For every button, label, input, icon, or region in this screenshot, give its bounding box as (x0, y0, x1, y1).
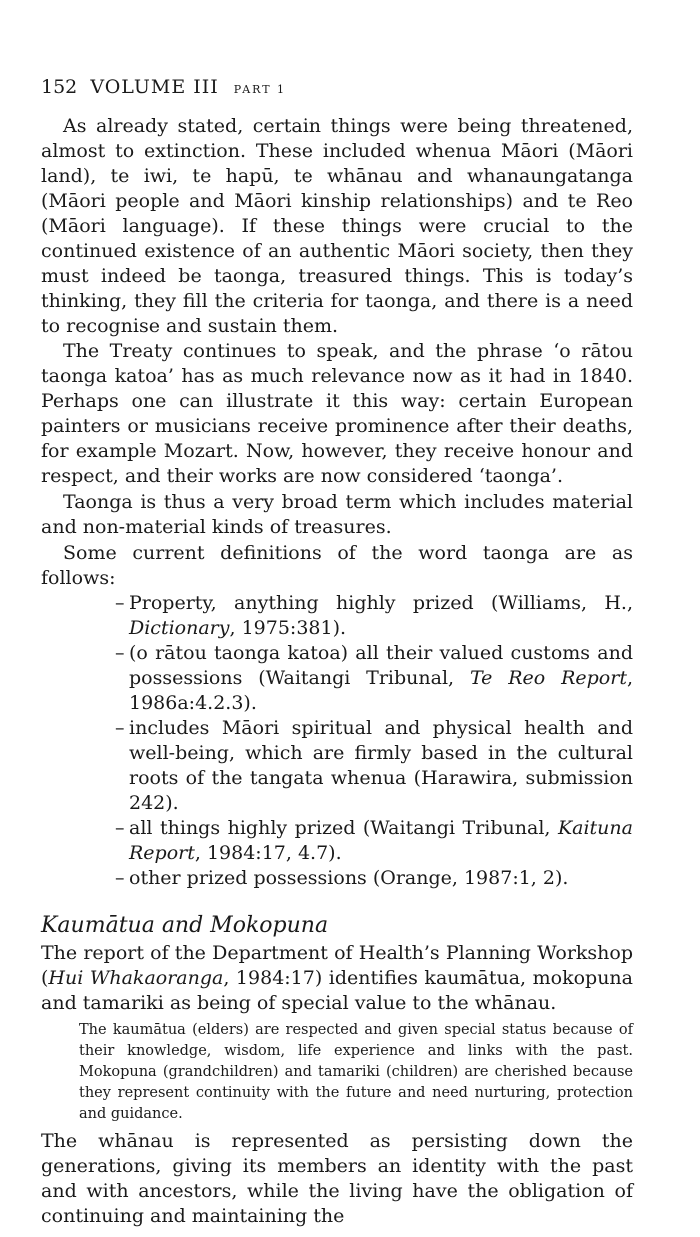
paragraph: The Treaty continues to speak, and the phrase ‘o rātou taonga katoa’ has as much relevance now as it had in 1840. Perhaps one can illustrate it this way: certain European painters or musicians receive prominence after their deaths, for example Mozart. Now, however, they receive honour and respect, and their works are now considered ‘taonga’. (41, 340, 633, 487)
definition-text: (o rātou taonga katoa) all their valued customs and possessions (Waitangi Tribunal, (129, 642, 633, 689)
section-heading: Kaumātua and Mokopuna (41, 913, 329, 938)
running-head (41, 76, 286, 98)
dash-marker: – (115, 592, 125, 614)
paragraph-text: The report of the Department of Health’s Planning Workshop ( (41, 942, 633, 989)
dash-marker: – (115, 867, 125, 889)
paragraph: As already stated, certain things were being threatened, almost to extinction. These included whenua Māori (Māori land), te iwi, te hapū, te whānau and whanaungatanga (Māori people and Māori kinship relationships) and te Reo (Māori language). If these things were crucial to the continued existence of an authentic Māori society, then they must indeed be taonga, treasured things. This is today’s thinking, they fill the criteria for taonga, and there is a need to recognise and sustain them. (41, 115, 633, 337)
paragraph: The whānau is represented as persisting down the generations, giving its members an identity with the past and with ancestors, while the living have the obligation of continuing and maintaining the (41, 1130, 633, 1227)
source-title: Hui Whakaoranga (48, 967, 224, 989)
list-item (115, 716, 633, 816)
source-title: Kaituna Report (129, 817, 633, 864)
definition-citation: , 1986a:4.2.3). (129, 667, 633, 714)
paragraph: Some current definitions of the word taonga are as follows: (41, 542, 633, 589)
volume-label: VOLUME III (90, 76, 219, 98)
list-item (115, 641, 633, 716)
definition-text: Property, anything highly prized (Williams, H., (129, 592, 633, 614)
page-number: 152 (41, 76, 78, 98)
list-item (115, 591, 633, 641)
list-item (115, 866, 633, 891)
definition-list (41, 591, 633, 891)
list-item (115, 816, 633, 866)
dash-marker: – (115, 717, 125, 739)
block-quote: The kaumātua (elders) are respected and given special status because of their knowledge, wisdom, life experience and links with the past. Mokopuna (grandchildren) and tamariki (children) are cherished because they represent continuity with the future and need nurturing, protection and guidance. (79, 1022, 633, 1122)
dash-marker: – (115, 642, 125, 664)
definition-text: all things highly prized (Waitangi Tribunal, (129, 817, 558, 839)
dash-marker: – (115, 817, 125, 839)
paragraph: Taonga is thus a very broad term which includes material and non-material kinds of treasures. (41, 491, 633, 538)
paragraph (41, 941, 633, 1016)
source-title: Dictionary (129, 617, 230, 639)
definition-text: other prized possessions (Orange, 1987:1, 2). (129, 867, 569, 889)
body-text (41, 114, 633, 1229)
part-label: PART 1 (233, 83, 287, 96)
definition-text: includes Māori spiritual and physical health and well-being, which are firmly based in the cultural roots of the tangata whenua (Harawira, submission 242). (129, 717, 633, 814)
paragraph-text: , 1984:17) identifies kaumātua, mokopuna and tamariki as being of special value to the whānau. (41, 967, 633, 1014)
definition-citation: , 1975:381). (229, 617, 347, 639)
definition-citation: , 1984:17, 4.7). (194, 842, 342, 864)
source-title: Te Reo Report (469, 667, 627, 689)
